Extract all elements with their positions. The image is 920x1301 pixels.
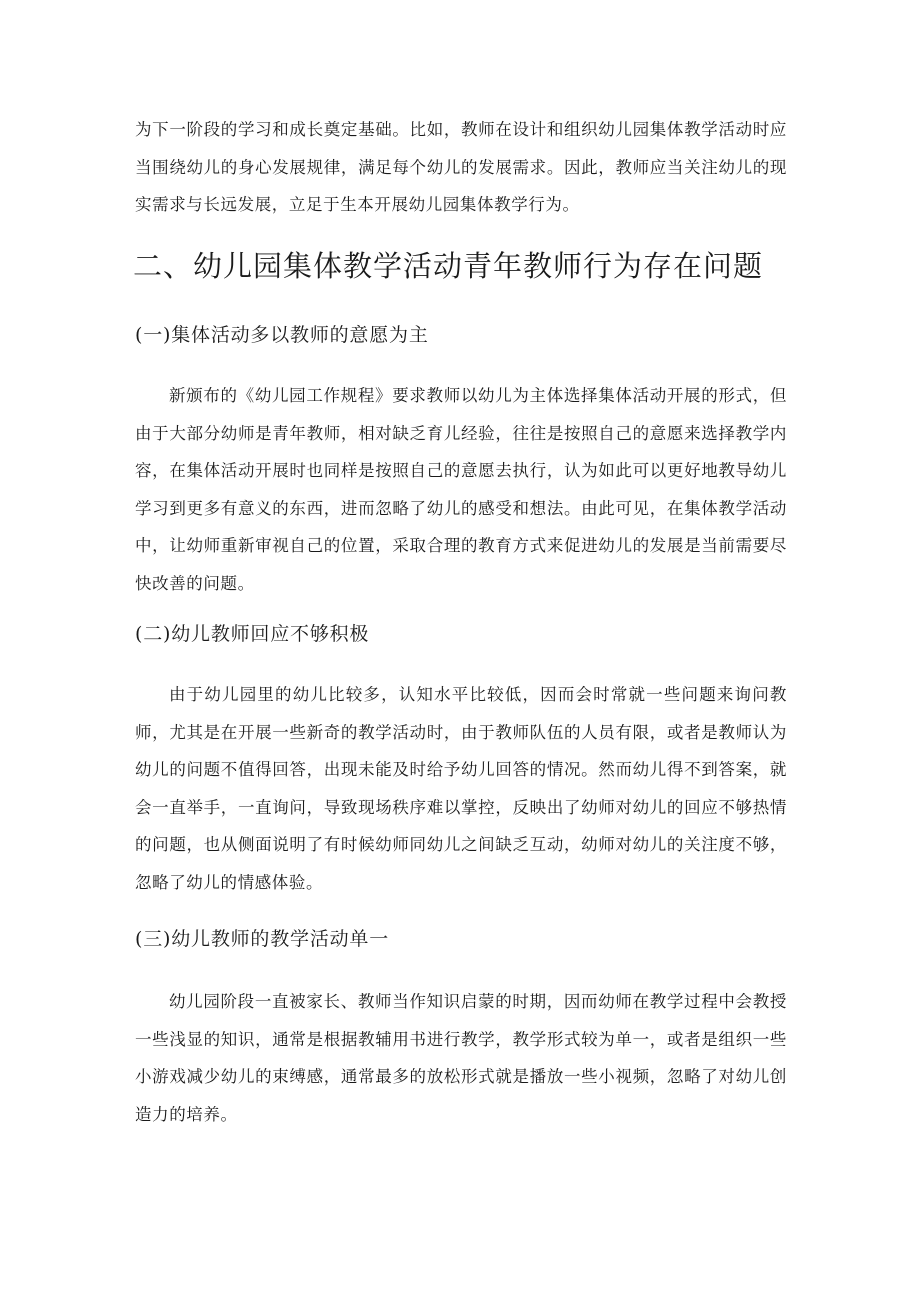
subsection-body-3: 幼儿园阶段一直被家长、教师当作知识启蒙的时期，因而幼师在教学过程中会教授一些浅显的知识，通常是根据教辅用书进行教学，教学形式较为单一，或者是组织一些小游戏减少幼儿的束缚感，通常最多的放松形式就是播放一些小视频，忽略了对幼儿创造力的培养。 [135,992,787,1124]
subsection-body-1: 新颁布的《幼儿园工作规程》要求教师以幼儿为主体选择集体活动开展的形式，但由于大部分幼师是青年教师，相对缺乏育儿经验，往往是按照自己的意愿来选择教学内容，在集体活动开展时也同样是按照自己的意愿去执行，认为如此可以更好地教导幼儿学习到更多有意义的东西，进而忽略了幼儿的感受和想法。由此可见，在集体教学活动中，让幼师重新审视自己的位置，采取合理的教育方式来促进幼儿的发展是当前需要尽快改善的问题。 [135,386,787,593]
intro-paragraph: 为下一阶段的学习和成长奠定基础。比如，教师在设计和组织幼儿园集体教学活动时应当围绕幼儿的身心发展规律，满足每个幼儿的发展需求。因此，教师应当关注幼儿的现实需求与长远发展，立足于生本开展幼儿园集体教学行为。 [135,120,787,214]
subsection-body-2: 由于幼儿园里的幼儿比较多，认知水平比较低，因而会时常就一些问题来询问教师，尤其是在开展一些新奇的教学活动时，由于教师队伍的人员有限，或者是教师认为幼儿的问题不值得回答，出现未能及时给予幼儿回答的情况。然而幼儿得不到答案，就会一直举手，一直询问，导致现场秩序难以掌控，反映出了幼师对幼儿的回应不够热情的问题，也从侧面说明了有时候幼师同幼儿之间缺乏互动，幼师对幼儿的关注度不够，忽略了幼儿的情感体验。 [135,685,787,892]
subsection-heading-2: (二)幼儿教师回应不够积极 [135,623,370,645]
subsection-heading-1: (一)集体活动多以教师的意愿为主 [135,324,429,346]
section-heading: 二、幼儿园集体教学活动青年教师行为存在问题 [133,249,764,283]
subsection-heading-3: (三)幼儿教师的教学活动单一 [135,928,390,950]
